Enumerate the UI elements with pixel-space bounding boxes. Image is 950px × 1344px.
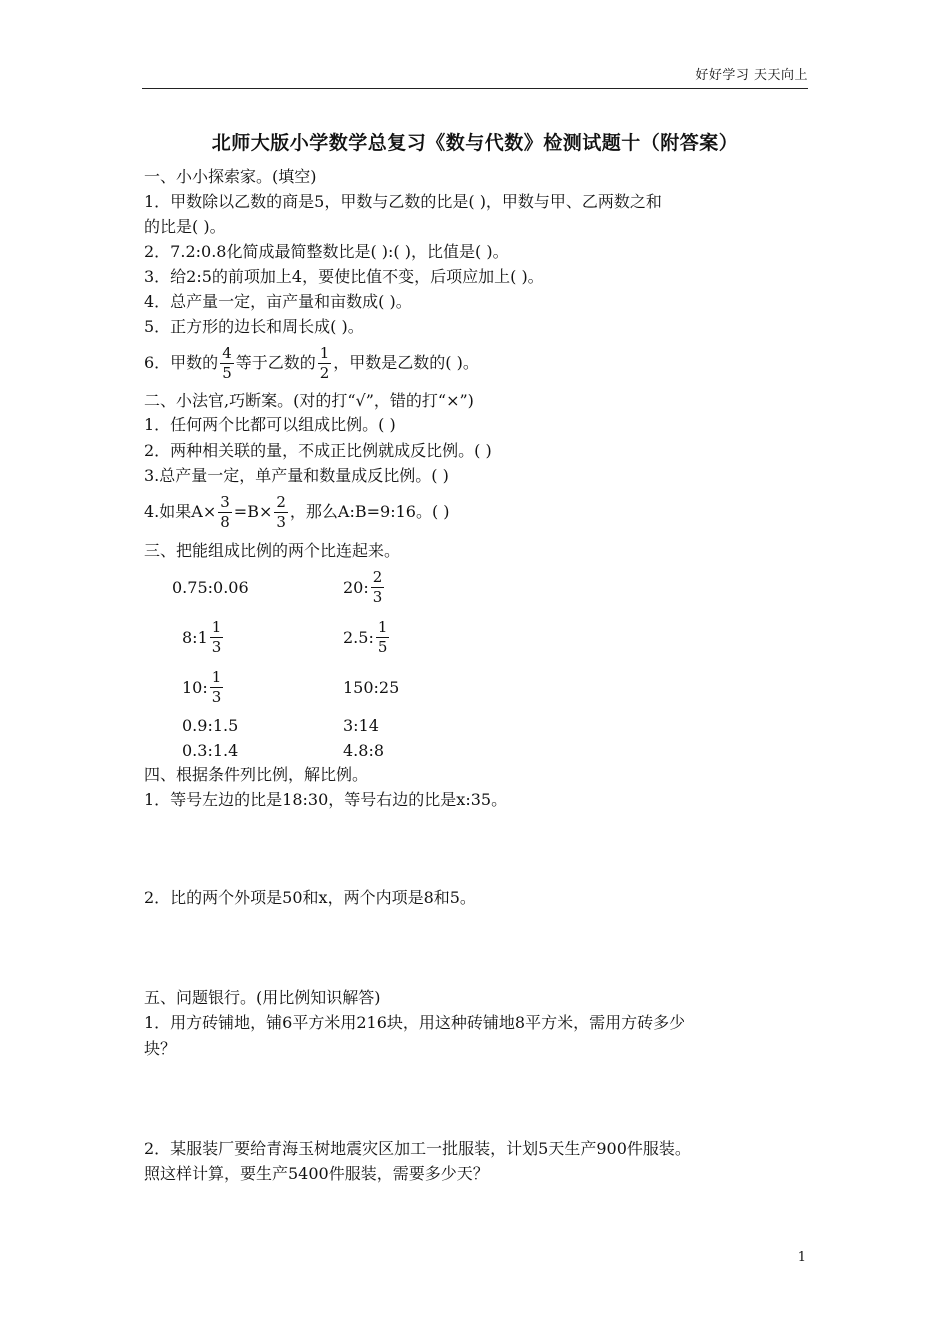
s4-q1: 1．等号左边的比是18:30，等号右边的比是x:35。: [144, 790, 508, 809]
fraction: [220, 345, 234, 382]
ratio-text: 10:: [182, 677, 208, 697]
section-4-heading: 四、根据条件列比例，解比例。: [144, 765, 369, 784]
page-number: 1: [797, 1250, 806, 1265]
ratio-text: 20:: [343, 577, 369, 597]
numerator: 4: [222, 343, 232, 362]
s5-q1-line1: 1．用方砖铺地，铺6平方米用216块，用这种砖铺地8平方米，需用方砖多少: [144, 1013, 686, 1032]
numerator: 2: [276, 492, 286, 511]
numerator: 1: [211, 617, 222, 636]
s1-q6-part-a: 6．甲数的: [144, 353, 219, 372]
ratio-text: 4.8:8: [343, 740, 385, 760]
ratio-text: 2.5:: [343, 627, 374, 647]
right-ratio: [343, 563, 386, 611]
denominator: 2: [319, 363, 330, 382]
s2-q1: 1．任何两个比都可以组成比例。( ): [144, 415, 396, 434]
fraction: [371, 569, 385, 606]
s5-q2-line2: 照这样计算，要生产5400件服装，需要多少天？: [144, 1164, 489, 1183]
left-ratio: [172, 563, 249, 611]
section-5-heading: 五、问题银行。(用比例知识解答): [144, 988, 381, 1007]
document-title: 北师大版小学数学总复习《数与代数》检测试题十（附答案）: [211, 132, 739, 154]
ratio-text: 3:14: [343, 715, 379, 735]
s1-q1-line2: 的比是( )。: [144, 217, 226, 236]
ratio-text: 0.9:1.5: [182, 715, 239, 735]
right-ratio: [343, 613, 391, 661]
fraction: [274, 494, 288, 531]
ratio-text: 0.75:0.06: [172, 577, 249, 597]
denominator: 8: [220, 512, 230, 531]
numerator: 1: [377, 617, 388, 636]
s1-q6-part-c: ，甲数是乙数的( )。: [333, 353, 479, 372]
numerator: 1: [319, 343, 330, 362]
fraction: [318, 345, 332, 382]
header-motto: 好好学习 天天向上: [695, 68, 808, 83]
fraction: [210, 619, 224, 656]
numerator: 2: [372, 567, 383, 586]
s1-q2: 2．7.2:0.8化简成最简整数比是( ):( )，比值是( )。: [144, 242, 509, 261]
s1-q5: 5．正方形的边长和周长成( )。: [144, 317, 364, 336]
s2-q3: 3.总产量一定，单产量和数量成反比例。( ): [144, 466, 449, 485]
section-1-heading: 一、小小探索家。(填空): [144, 167, 317, 186]
denominator: 5: [377, 637, 388, 656]
denominator: 3: [211, 637, 222, 656]
section-2-heading: 二、小法官,巧断案。(对的打“√”，错的打“×”): [144, 391, 474, 410]
s2-q4: [144, 492, 450, 532]
ratio-text: 0.3:1.4: [182, 740, 239, 760]
fraction: [210, 669, 224, 706]
s1-q6-part-b: 等于乙数的: [235, 353, 316, 372]
s5-q1-line2: 块？: [144, 1039, 177, 1058]
denominator: 3: [372, 587, 383, 606]
left-ratio: [182, 613, 225, 661]
denominator: 3: [211, 687, 222, 706]
denominator: 5: [222, 363, 232, 382]
fraction: [376, 619, 390, 656]
s4-q2: 2．比的两个外项是50和x，两个内项是8和5。: [144, 888, 476, 907]
numerator: 1: [211, 667, 222, 686]
s1-q3: 3．给2:5的前项加上4，要使比值不变，后项应加上( )。: [144, 267, 544, 286]
s2-q2: 2．两种相关联的量，不成正比例就成反比例。( ): [144, 441, 492, 460]
s2-q4-part-c: ，那么A:B=9:16。( ): [289, 502, 450, 521]
fraction: [218, 494, 232, 531]
ratio-text: 150:25: [343, 677, 400, 697]
s2-q4-part-a: 4.如果A×: [144, 502, 217, 521]
s1-q6: [144, 343, 479, 383]
section-3-heading: 三、把能组成比例的两个比连起来。: [144, 541, 401, 560]
header-divider: [142, 88, 808, 89]
s1-q4: 4．总产量一定，亩产量和亩数成( )。: [144, 292, 412, 311]
ratio-text: 8:1: [182, 627, 208, 647]
s5-q2-line1: 2．某服装厂要给青海玉树地震灾区加工一批服装，计划5天生产900件服装。: [144, 1139, 691, 1158]
s2-q4-part-b: =B×: [233, 502, 273, 521]
denominator: 3: [276, 512, 286, 531]
numerator: 3: [220, 492, 230, 511]
s1-q1-line1: 1．甲数除以乙数的商是5，甲数与乙数的比是( )，甲数与甲、乙两数之和: [144, 192, 662, 211]
